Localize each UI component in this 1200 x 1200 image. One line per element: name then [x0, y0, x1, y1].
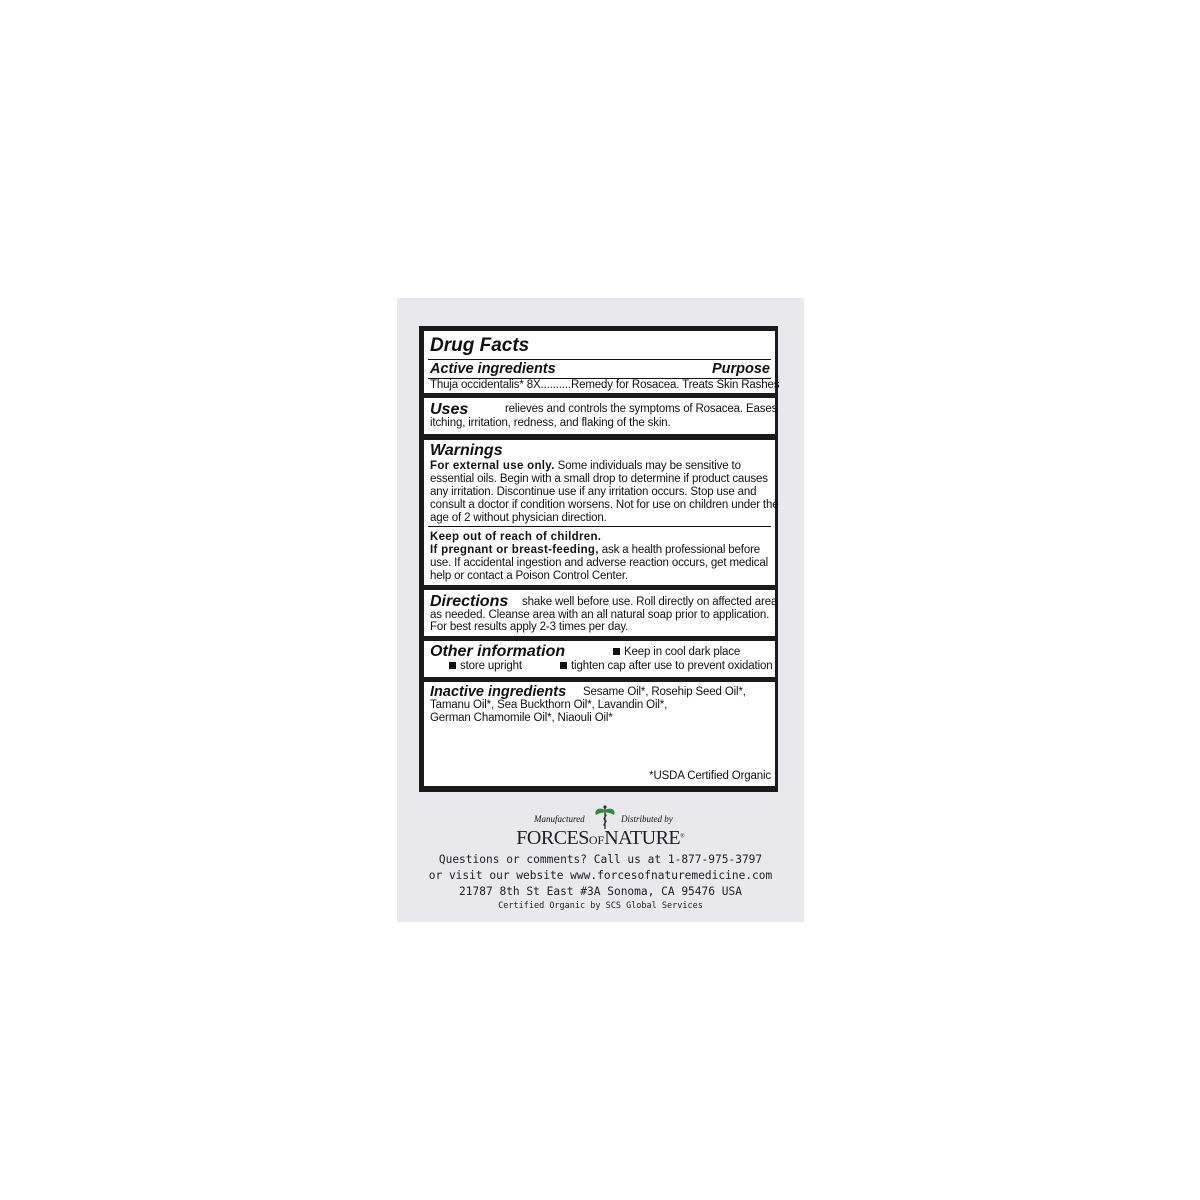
- directions-line1: shake well before use. Roll directly on affected area: [522, 596, 778, 608]
- warnings-heading: Warnings: [430, 442, 503, 459]
- other-item-text: Keep in cool dark place: [624, 646, 741, 658]
- pregnant-line1: [430, 544, 760, 557]
- usda-note: *USDA Certified Organic: [649, 770, 771, 782]
- other-information-section: [424, 641, 775, 677]
- directions-line2: as needed. Cleanse area with an all natural soap prior to application.: [430, 609, 770, 621]
- inactive-ingredients-section: [424, 682, 775, 786]
- distributed-by-label: Distributed by: [621, 814, 673, 824]
- warnings-line5: age of 2 without physician direction.: [430, 512, 607, 524]
- certified-organic-line: Certified Organic by SCS Global Services: [498, 901, 703, 911]
- contact-block: [397, 852, 804, 900]
- inactive-line3: German Chamomile Oil*, Niaouli Oil*: [430, 712, 613, 724]
- other-item-text: store upright: [460, 660, 522, 672]
- other-item-upright: [449, 660, 522, 673]
- directions-section: [424, 590, 778, 636]
- active-ingredient-line: Thuja occidentalis* 8X..........Remedy for Rosacea. Treats Skin Rashes: [430, 379, 780, 391]
- pregnant-bold: If pregnant or breast-feeding,: [430, 544, 599, 556]
- contact-line2: or visit our website www.forcesofnaturemedicine.com: [428, 869, 773, 882]
- address-line: 21787 8th St East #3A Sonoma, CA 95476 USA: [459, 885, 742, 898]
- uses-section: [424, 398, 778, 434]
- warnings-line4: consult a doctor if condition worsens. Not for use on children under the: [430, 499, 779, 511]
- uses-heading: Uses: [430, 401, 469, 418]
- square-bullet-icon: [560, 662, 567, 669]
- pregnant-line1-rest: ask a health professional before: [598, 544, 761, 556]
- other-item-text: tighten cap after use to prevent oxidation: [571, 660, 773, 672]
- inactive-ingredients-heading: Inactive ingredients: [430, 684, 567, 700]
- square-bullet-icon: [613, 648, 620, 655]
- pregnant-line2: use. If accidental ingestion and adverse reaction occurs, get medical: [430, 557, 769, 569]
- brand-of: OF: [588, 833, 605, 847]
- directions-heading: Directions: [430, 593, 509, 610]
- pregnant-line3: help or contact a Poison Control Center.: [430, 570, 628, 582]
- warnings-line1: [430, 460, 741, 473]
- other-information-heading: Other information: [430, 643, 566, 660]
- drug-facts-title: Drug Facts: [430, 335, 530, 356]
- other-item-tighten-cap: [560, 660, 772, 673]
- purpose-heading: Purpose: [711, 361, 770, 377]
- divider: [428, 359, 771, 360]
- brand-nature: NATURE: [604, 827, 681, 849]
- warnings-line1-rest: Some individuals may be sensitive to: [554, 460, 741, 472]
- product-label-card: [397, 298, 804, 922]
- manufacturer-logo: [397, 807, 804, 857]
- warnings-line3: any irritation. Discontinue use if any irritation occurs. Stop use and: [430, 486, 757, 498]
- warnings-line2: essential oils. Begin with a small drop to determine if product causes: [430, 473, 768, 485]
- contact-line1: Questions or comments? Call us at 1-877-975-3797: [438, 853, 763, 866]
- divider: [428, 526, 771, 527]
- active-ingredients-heading: Active ingredients: [430, 361, 556, 377]
- uses-text-line1: relieves and controls the symptoms of Rosacea. Eases: [505, 403, 778, 415]
- other-item-cool-dark: [613, 646, 740, 659]
- inactive-line1: Sesame Oil*, Rosehip Seed Oil*,: [583, 686, 746, 698]
- inactive-line2: Tamanu Oil*, Sea Buckthorn Oil*, Lavandin Oil*,: [430, 699, 668, 711]
- registered-mark: ®: [680, 833, 685, 840]
- drug-facts-header-section: [424, 331, 780, 393]
- uses-text-line2: itching, irritation, redness, and flaking of the skin.: [430, 417, 671, 429]
- square-bullet-icon: [449, 662, 456, 669]
- drug-facts-panel: [419, 326, 778, 792]
- warnings-section: [424, 440, 779, 585]
- directions-line3: For best results apply 2-3 times per day.: [430, 621, 629, 633]
- keep-out-of-reach: Keep out of reach of children.: [430, 531, 602, 543]
- external-use-bold: For external use only.: [430, 460, 555, 472]
- manufactured-label: Manufactured: [534, 814, 585, 824]
- brand-forces: FORCES: [516, 827, 589, 849]
- brand-name: [397, 827, 804, 850]
